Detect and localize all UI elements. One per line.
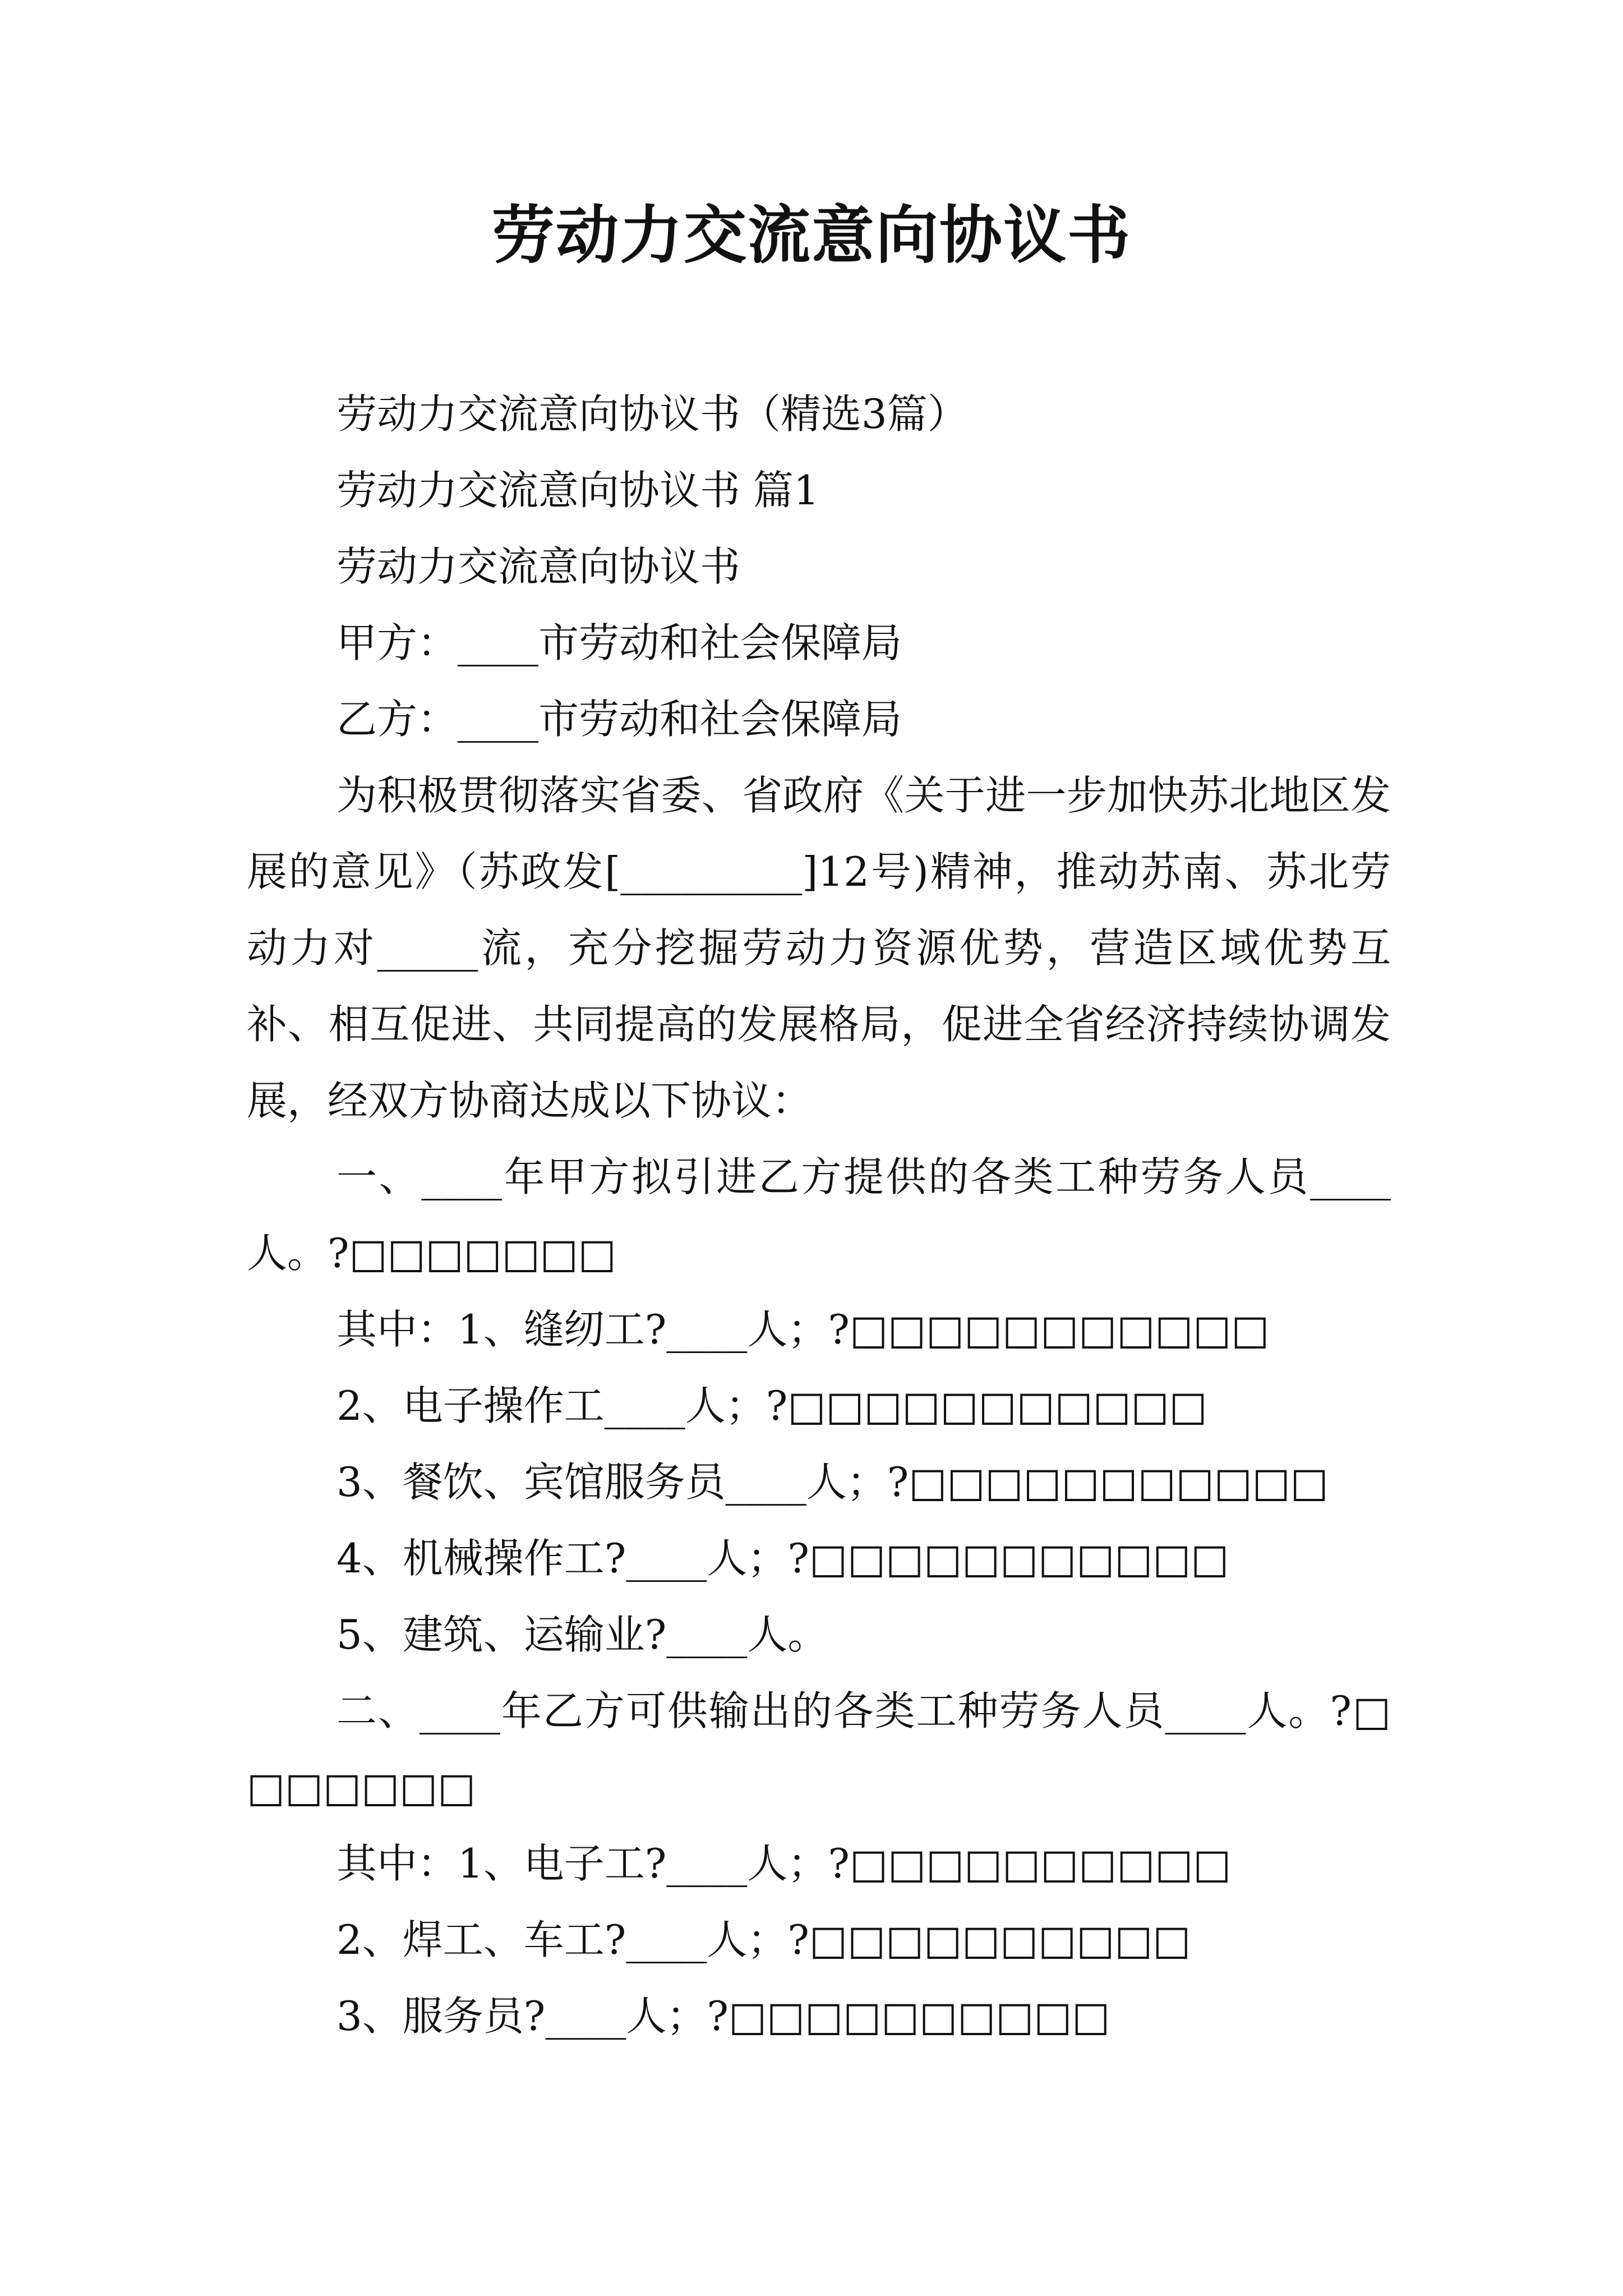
paragraph: 4、机械操作工?____人；?□□□□□□□□□□□ bbox=[336, 1535, 1229, 1582]
paragraph: 劳动力交流意向协议书 篇1 bbox=[336, 467, 819, 514]
paragraph: 3、餐饮、宾馆服务员____人；?□□□□□□□□□□□ bbox=[336, 1458, 1329, 1506]
document-title: 劳动力交流意向协议书 bbox=[492, 199, 1131, 272]
paragraph: 其中：1、缝纫工?____人；?□□□□□□□□□□□ bbox=[336, 1306, 1270, 1353]
paragraph: 甲方：____市劳动和社会保障局 bbox=[336, 619, 902, 666]
paragraph: 二、____年乙方可供输出的各类工种劳务人员____人。?□□□□□□□ bbox=[247, 1687, 1391, 1811]
paragraph: 一、____年甲方拟引进乙方提供的各类工种劳务人员____人。?□□□□□□□ bbox=[247, 1153, 1391, 1277]
paragraph: 为积极贯彻落实省委、省政府《关于进一步加快苏北地区发展的意见》（苏政发[_________]12号)精神，推动苏南、苏北劳动力对_____流，充分挖掘劳动力资源优势，营造区域优势互补、相互促进、共同提高的发展格局，促进全省经济持续协调发展，经双方协商达成以下协议： bbox=[247, 772, 1391, 1124]
paragraph: 2、电子操作工____人；?□□□□□□□□□□□ bbox=[336, 1382, 1207, 1429]
paragraph: 乙方：____市劳动和社会保障局 bbox=[336, 696, 902, 743]
paragraph: 3、服务员?____人；?□□□□□□□□□□ bbox=[336, 1993, 1110, 2040]
document-body bbox=[247, 376, 1391, 2054]
paragraph: 劳动力交流意向协议书 bbox=[336, 543, 741, 590]
paragraph: 2、焊工、车工?____人；?□□□□□□□□□□ bbox=[336, 1916, 1191, 1963]
paragraph: 其中：1、电子工?____人；?□□□□□□□□□□ bbox=[336, 1840, 1232, 1887]
paragraph: 5、建筑、运输业?____人。 bbox=[336, 1611, 828, 1658]
paragraph: 劳动力交流意向协议书（精选3篇） bbox=[336, 390, 968, 438]
